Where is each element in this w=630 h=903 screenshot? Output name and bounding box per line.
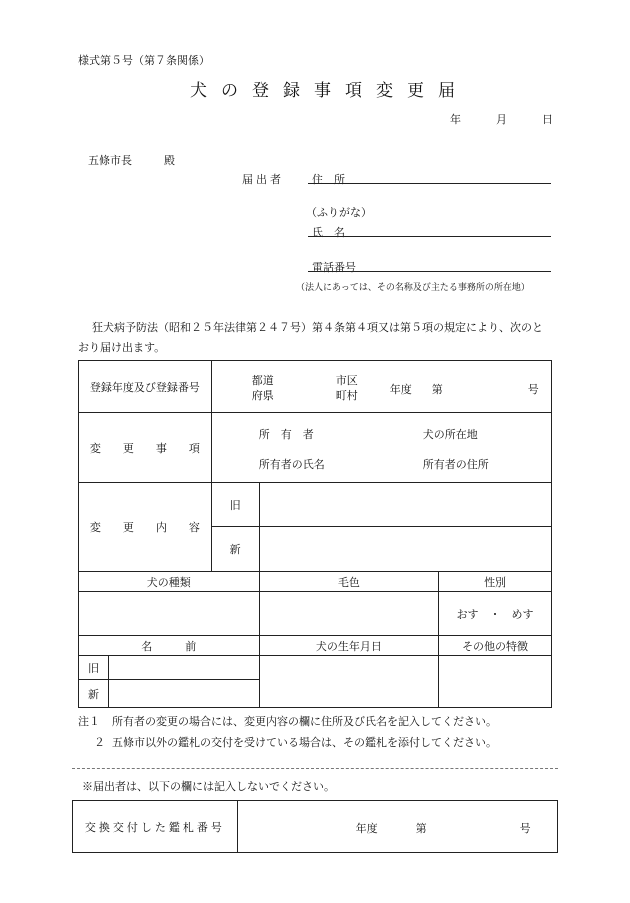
reg-dai-label: 第: [431, 382, 443, 396]
addressee-name: 五條市長: [88, 154, 132, 167]
tag-number-label: 交換交付した鑑札番号: [73, 801, 238, 853]
name-new-input[interactable]: [108, 680, 259, 708]
coat-color-input[interactable]: [259, 592, 439, 636]
breed-input[interactable]: [79, 592, 260, 636]
tag-dai-label: 第: [415, 821, 427, 835]
date-month-label: 月: [496, 113, 507, 126]
tag-year-label: 年度: [355, 821, 378, 835]
coat-color-label: 毛色: [259, 572, 439, 592]
applicant-label: 届出者: [242, 173, 284, 186]
intro-text: 狂犬病予防法（昭和２５年法律第２４７号）第４条第４項又は第５項の規定により、次のとおり届け出ます。: [78, 321, 543, 354]
change-old-label: 旧: [211, 483, 259, 527]
date-year-label: 年: [450, 113, 461, 126]
change-new-label: 新: [211, 527, 259, 572]
birth-date-label: 犬の生年月日: [259, 636, 439, 656]
addressee-honorific: 殿: [164, 154, 175, 167]
tag-number-cell: [237, 801, 557, 853]
phone-label: 電話番号: [312, 261, 356, 274]
office-use-note: ※届出者は、以下の欄には記入しないでください。: [82, 780, 335, 793]
reg-year-label: 年度: [389, 382, 412, 396]
address-label: 住 所: [312, 173, 345, 186]
form-title: 犬の登録事項変更届: [190, 81, 469, 101]
reg-number-cell[interactable]: [211, 361, 551, 413]
note-1-number: 注１: [78, 715, 100, 728]
name-label: 氏 名: [312, 226, 345, 239]
sex-label: 性別: [439, 572, 552, 592]
name-line[interactable]: [308, 236, 551, 237]
change-old-input[interactable]: [259, 483, 551, 527]
features-label: その他の特徴: [439, 636, 552, 656]
registration-table: [78, 360, 552, 708]
furigana-label: （ふりがな）: [306, 206, 372, 219]
address-line[interactable]: [308, 183, 551, 184]
note-2-text: 五條市以外の鑑札の交付を受けている場合は、その鑑札を添付してください。: [112, 736, 497, 749]
form-number: 様式第５号（第７条関係）: [78, 54, 210, 67]
change-item-label: 変 更 事 項: [79, 413, 212, 483]
option-dog-location[interactable]: 犬の所在地: [422, 427, 478, 441]
option-owner[interactable]: 所 有 者: [258, 427, 314, 441]
prefecture-label: 都道 府県: [251, 373, 274, 402]
option-owner-name[interactable]: 所有者の氏名: [258, 457, 325, 471]
breed-label: 犬の種類: [79, 572, 260, 592]
birth-date-input[interactable]: [259, 656, 439, 708]
sex-options[interactable]: おす ・ めす: [439, 592, 552, 636]
dog-name-label: 名 前: [79, 636, 260, 656]
change-content-label: 変 更 内 容: [79, 483, 212, 572]
corporation-note: （法人にあっては、その名称及び主たる事務所の所在地）: [296, 283, 530, 293]
reg-number-label: 登録年度及び登録番号: [79, 361, 212, 413]
office-use-table: [72, 800, 558, 853]
note-1-text: 所有者の変更の場合には、変更内容の欄に住所及び氏名を記入してください。: [112, 715, 497, 728]
city-label: 市区 町村: [335, 373, 358, 402]
note-2-number: ２: [94, 736, 105, 749]
reg-go-label: 号: [527, 382, 539, 396]
name-old-label: 旧: [79, 656, 109, 680]
change-item-options: [211, 413, 551, 483]
change-new-input[interactable]: [259, 527, 551, 572]
tag-go-label: 号: [519, 821, 531, 835]
features-input[interactable]: [439, 656, 552, 708]
cut-line: [72, 768, 558, 769]
option-owner-address[interactable]: 所有者の住所: [422, 457, 489, 471]
phone-line[interactable]: [308, 271, 551, 272]
name-old-input[interactable]: [108, 656, 259, 680]
date-day-label: 日: [542, 113, 553, 126]
name-new-label: 新: [79, 680, 109, 708]
